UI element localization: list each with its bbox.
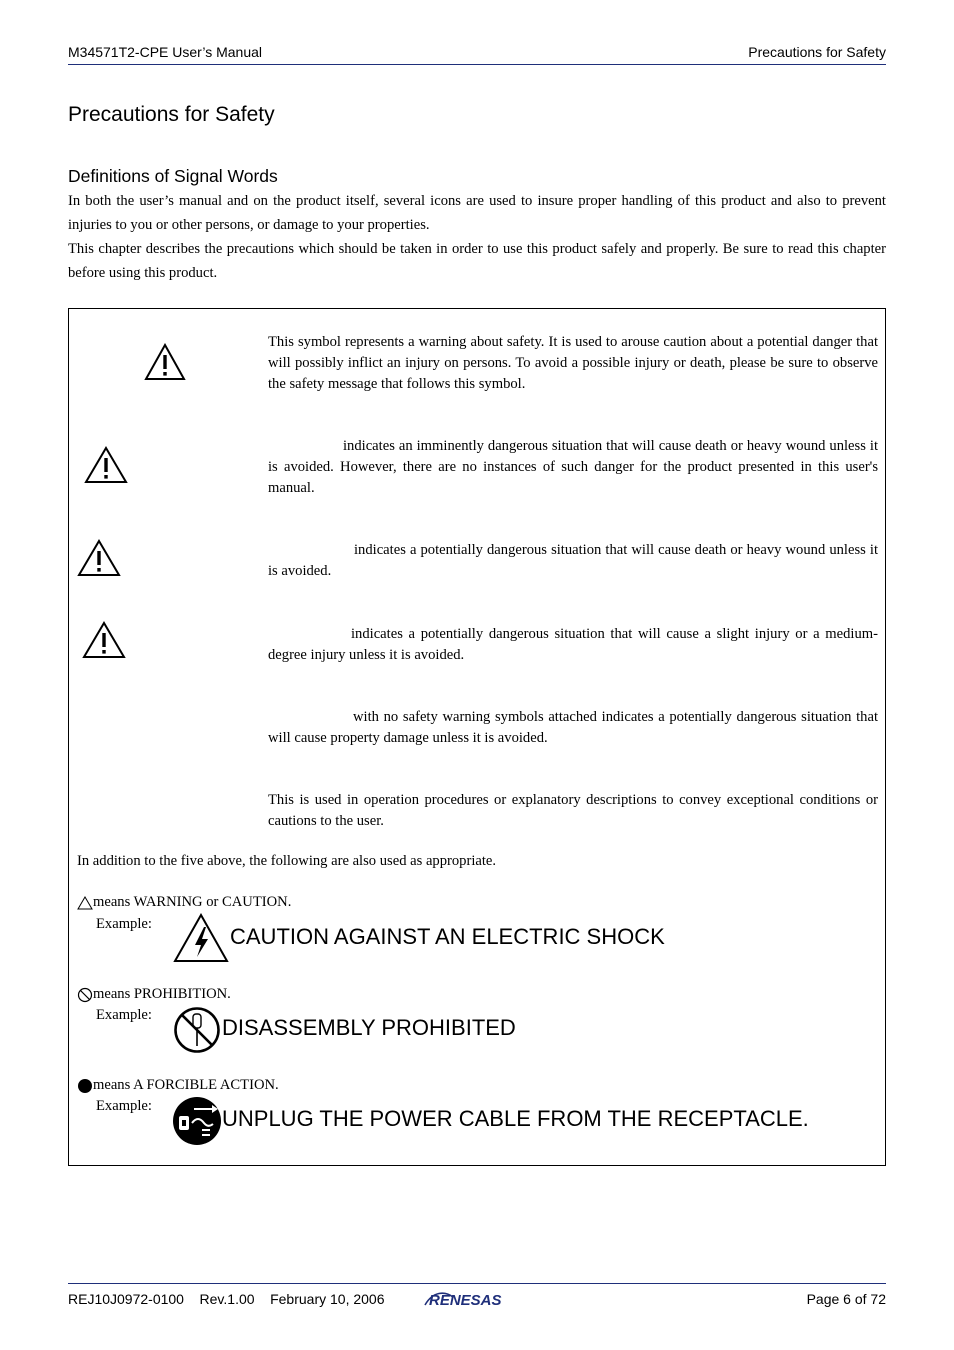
header-manual-title: M34571T2-CPE User’s Manual (68, 44, 263, 60)
unplug-icon (172, 1096, 222, 1146)
symbol-meaning-text: means PROHIBITION. (93, 986, 231, 1002)
definition-text: with no safety warning symbols attached indicates a potentially dangerous situation that will cause property damage unless it is avoided. (268, 709, 878, 746)
page-header (68, 44, 886, 65)
symbol-meaning (77, 1077, 279, 1094)
intro-paragraph: In both the user’s manual and on the product itself, several icons are used to insure proper handling of this product and also to prevent injuries to you or other persons, or damage to your properties. (68, 193, 886, 233)
page-title: Precautions for Safety (68, 103, 275, 126)
warning-triangle-icon (82, 621, 126, 659)
symbol-meaning (77, 986, 231, 1003)
intro-text (68, 189, 886, 285)
section-title: Definitions of Signal Words (68, 166, 278, 186)
triangle-outline-icon (77, 896, 93, 910)
intro-paragraph: This chapter describes the precautions which should be taken in order to use this product safely and properly. Be sure to read this chapter before using this product. (68, 241, 886, 281)
disassembly-prohibited-icon (172, 1006, 222, 1054)
example-label: Example: (96, 1007, 152, 1023)
footer-page-number: Page 6 of 72 (806, 1291, 886, 1307)
renesas-logo (423, 1289, 535, 1309)
warning-triangle-icon (84, 446, 128, 484)
definition-text: indicates a potentially dangerous situation that will cause death or heavy wound unless it is avoided. (268, 542, 878, 579)
example-text: DISASSEMBLY PROHIBITED (222, 1015, 516, 1040)
filled-circle-icon (77, 1078, 93, 1094)
footer-doc-info: REJ10J0972-0100 Rev.1.00 February 10, 2006 (68, 1291, 385, 1307)
definition-text: This symbol represents a warning about safety. It is used to arouse caution about a potential danger that will possibly inflict an injury on persons. To avoid a possible injury or death, please be sure to observe the safety message that follows this symbol. (268, 334, 878, 392)
example-text: UNPLUG THE POWER CABLE FROM THE RECEPTACLE. (222, 1106, 809, 1131)
definition-text: This is used in operation procedures or explanatory descriptions to convey exceptional conditions or cautions to the user. (268, 792, 878, 829)
example-text: CAUTION AGAINST AN ELECTRIC SHOCK (230, 924, 665, 949)
warning-triangle-icon (144, 343, 186, 381)
page-footer (68, 1283, 886, 1309)
logo-text: RENESAS (429, 1292, 502, 1309)
symbol-meaning-text: means WARNING or CAUTION. (93, 894, 292, 910)
warning-triangle-icon (77, 539, 121, 577)
example-label: Example: (96, 1098, 152, 1114)
example-label: Example: (96, 916, 152, 932)
prohibition-circle-icon (77, 987, 93, 1003)
definition-text: indicates an imminently dangerous situation that will cause death or heavy wound unless it is avoided. However, there are no instances of such danger for the product presented in this user's manual. (268, 438, 878, 496)
symbol-meaning-text: means A FORCIBLE ACTION. (93, 1077, 279, 1093)
header-section-title: Precautions for Safety (748, 44, 886, 60)
symbol-meaning (77, 894, 291, 911)
additional-note: In addition to the five above, the following are also used as appropriate. (77, 853, 497, 869)
signal-words-box (68, 308, 886, 1166)
definition-text: indicates a potentially dangerous situation that will cause a slight injury or a medium-degree injury unless it is avoided. (268, 626, 878, 663)
electric-shock-icon (173, 913, 229, 963)
